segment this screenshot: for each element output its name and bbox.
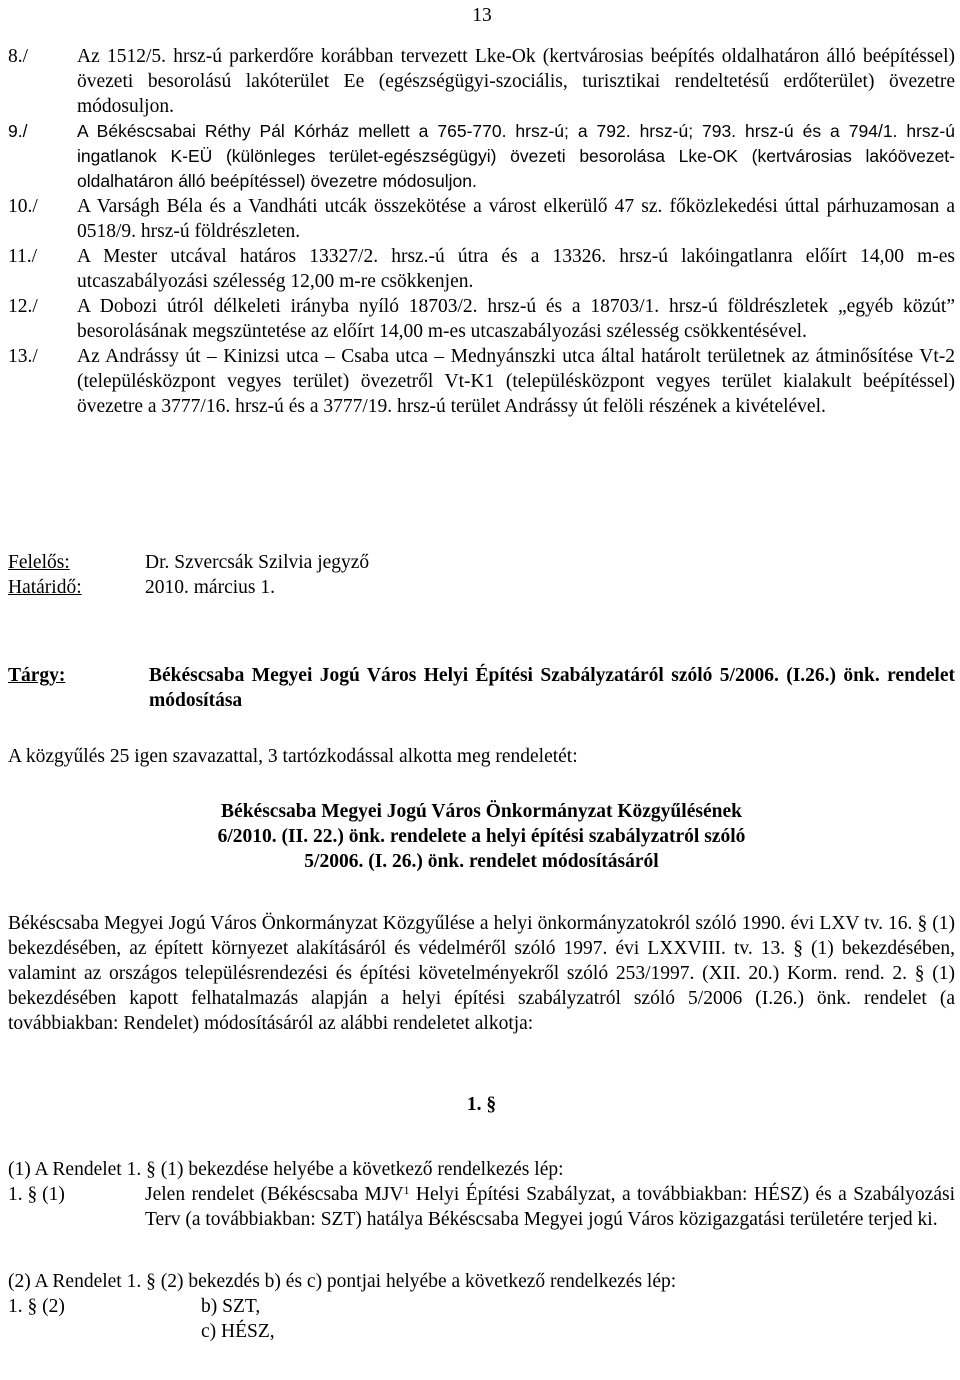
paragraph-text-part: Helyi Építési Szabályzat, a továbbiakban: HÉSZ) és a Szabályozási Terv (a továbbiakban: SZT) hatálya Békéscsaba Megyei jogú Város közigazgatási területére terjed ki. — [145, 1184, 956, 1230]
paragraph-2 — [8, 1294, 955, 1344]
responsible-label: Felelős: — [8, 552, 70, 573]
vote-statement: A közgyűlés 25 igen szavazattal, 3 tartózkodással alkotta meg rendeletét: — [8, 746, 578, 767]
item-text: A Békéscsabai Réthy Pál Kórház mellett a 765-770. hrsz-ú; a 792. hrsz-ú; 793. hrsz-ú és a 794/1. hrsz-ú ingatlanok K-EÜ (különleges terület-egészségügyi) övezeti besorolása Lke-OK (kertvárosias lakóövezet- oldalhatáron álló beépítéssel) övezetre módosuljon. — [77, 121, 955, 191]
deadline-value: 2010. március 1. — [145, 577, 275, 598]
item-number: 10./ — [8, 196, 38, 217]
signature-block — [8, 550, 369, 600]
list-item — [8, 194, 955, 244]
subject-label: Tárgy: — [8, 665, 66, 686]
decree-title-line: 6/2010. (II. 22.) önk. rendelete a helyi építési szabályzatról szóló — [217, 826, 746, 847]
paragraph-points — [145, 1294, 955, 1344]
item-text: A Dobozi útról délkeleti irányba nyíló 18703/2. hrsz-ú és a 18703/1. hrsz-ú földrészletek „egyéb közút” besorolásának megszüntetése az előírt 14,00 m-es utcaszabályozási szélesség csökkentésével. — [77, 296, 955, 342]
item-text: A Varságh Béla és a Vandháti utcák összekötése a várost elkerülő 47 sz. főközlekedési úttal párhuzamosan a 0518/9. hrsz-ú földrészleten. — [77, 196, 955, 242]
point-b: b) SZT, — [201, 1296, 261, 1317]
item-number: 11./ — [8, 246, 38, 267]
paragraph-1-intro: (1) A Rendelet 1. § (1) bekezdése helyébe a következő rendelkezés lép: — [8, 1159, 564, 1180]
item-number: 9./ — [8, 121, 28, 141]
item-number: 13./ — [8, 346, 38, 367]
paragraph-2-intro: (2) A Rendelet 1. § (2) bekezdés b) és c) pontjai helyébe a következő rendelkezés lép: — [8, 1271, 677, 1292]
paragraph-number: 1. § (2) — [8, 1296, 65, 1317]
decree-title — [8, 799, 955, 874]
paragraph-text — [145, 1182, 955, 1232]
point-c: c) HÉSZ, — [201, 1321, 275, 1342]
decree-title-line: 5/2006. (I. 26.) önk. rendelet módosításáról — [304, 851, 659, 872]
subject-text: Békéscsaba Megyei Jogú Város Helyi Építési Szabályzatáról szóló 5/2006. (I.26.) önk. rendelet módosítása — [149, 665, 955, 711]
item-text: A Mester utcával határos 13327/2. hrsz.-ú útra és a 13326. hrsz-ú lakóingatlanra előírt 14,00 m-es utcaszabályozási szélesség 12,00 m-re csökkenjen. — [77, 246, 955, 292]
preamble: Békéscsaba Megyei Jogú Város Önkormányzat Közgyűlése a helyi önkormányzatokról szóló 1990. évi LXV tv. 16. § (1) bekezdésében, az épített környezet alakításáról és védelméről szóló 1997. évi LXXVIII. tv. 13. § (1) bekezdésében, valamint az országos településrendezési és építési követelményekről szóló 253/1997. (XII. 20.) Korm. rend. 2. § (1) bekezdésében kapott felhatalmazás alapján a helyi építési szabályzatról szóló 5/2006 (I.26.) önk. rendelet (a továbbiakban: Rendelet) módosításáról az alábbi rendeletet alkotja: — [8, 913, 955, 1034]
item-number: 8./ — [8, 46, 29, 67]
amendment-list — [8, 44, 955, 419]
page-number: 13 — [472, 5, 492, 26]
list-item — [8, 344, 955, 419]
subject-block — [8, 663, 955, 713]
decree-title-line: Békéscsaba Megyei Jogú Város Önkormányzat Közgyűlésének — [221, 801, 742, 822]
item-text: Az 1512/5. hrsz-ú parkerdőre korábban tervezett Lke-Ok (kertvárosias beépítés oldalhatáron álló beépítéssel) övezeti besorolású lakóterület Ee (egészségügyi-szociális, turisztikai rendeltetésű erdőterület) övezetre módosuljon. — [77, 46, 955, 117]
list-item — [8, 294, 955, 344]
section-heading: 1. § — [466, 1094, 497, 1115]
list-item — [8, 44, 955, 119]
item-text: Az Andrássy út – Kinizsi utca – Csaba utca – Mednyánszki utca által határolt területnek az átminősítése Vt-2 (településközpont vegyes terület) övezetről Vt-K1 (településközpont vegyes terület kialakult beépítéssel) övezetre a 3777/16. hrsz-ú és a 3777/19. hrsz-ú terület Andrássy út felöli részének a kivételével. — [77, 346, 955, 417]
paragraph-text-part: Jelen rendelet (Békéscsaba MJV — [145, 1184, 404, 1205]
list-item — [8, 244, 955, 294]
footnote-marker: 1 — [403, 1183, 410, 1197]
paragraph-1 — [8, 1182, 955, 1232]
list-item — [8, 119, 955, 194]
item-number: 12./ — [8, 296, 38, 317]
paragraph-number: 1. § (1) — [8, 1184, 65, 1205]
responsible-value: Dr. Szvercsák Szilvia jegyző — [145, 552, 370, 573]
deadline-label: Határidő: — [8, 577, 82, 598]
